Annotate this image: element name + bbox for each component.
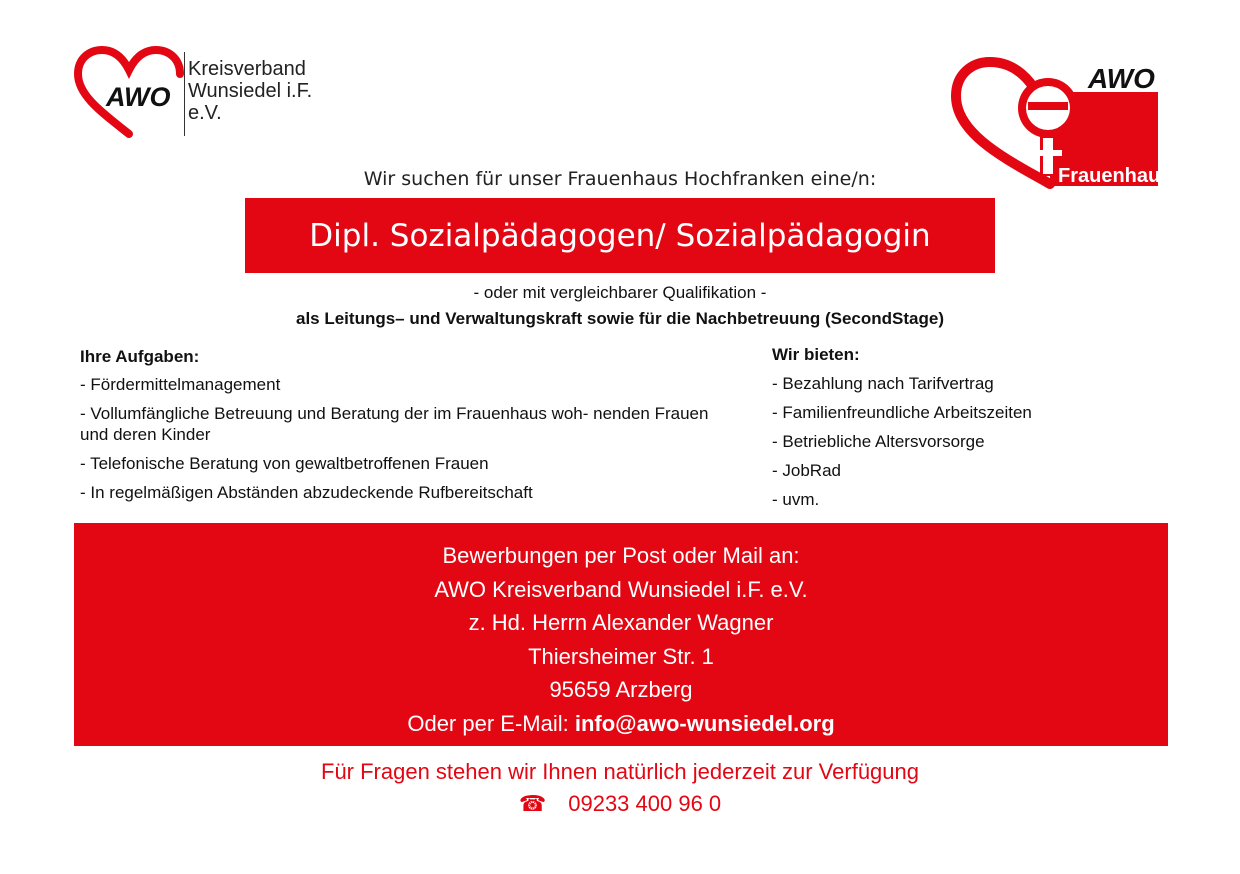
svg-text:AWO: AWO [106, 82, 171, 112]
offer-item: - Bezahlung nach Tarifvertrag [772, 374, 994, 393]
contact-intro: Bewerbungen per Post oder Mail an: [442, 543, 800, 568]
offer-item: - JobRad [772, 461, 841, 480]
contact-city: 95659 Arzberg [549, 677, 693, 702]
awo-heart-icon [74, 48, 184, 140]
offer-item: - Familienfreundliche Arbeitszeiten [772, 403, 1032, 422]
contact-email-line [74, 707, 1168, 741]
tasks-section [80, 346, 720, 511]
role-description: als Leitungs– und Verwaltungskraft sowie für die Nachbetreuung (SecondStage) [295, 309, 944, 328]
questions-note: Für Fragen stehen wir Ihnen natürlich jederzeit zur Verfügung [321, 759, 919, 784]
task-item: - Fördermittelmanagement [80, 375, 281, 394]
offers-section [772, 344, 1172, 518]
logo-divider [184, 52, 185, 136]
telephone-icon: ☎ [518, 791, 547, 816]
phone-line [0, 791, 1240, 817]
frauenhaus-label: Frauenhaus [1058, 165, 1172, 187]
task-item: - Vollumfängliche Betreuung und Beratung der im Frauenhaus woh- nenden Frauen und deren Kinder [80, 404, 709, 444]
task-item: - In regelmäßigen Abständen abzudeckende Rufbereitschaft [80, 483, 533, 502]
offer-item: - uvm. [772, 490, 820, 509]
email-prefix: Oder per E-Mail: [407, 710, 575, 736]
job-title-banner [245, 198, 995, 273]
phone-number[interactable]: 09233 400 96 0 [568, 791, 722, 816]
tasks-heading: Ihre Aufgaben: [80, 347, 200, 366]
email-link[interactable]: info@awo-wunsiedel.org [574, 710, 835, 736]
contact-organization: AWO Kreisverband Wunsiedel i.F. e.V. [434, 576, 808, 602]
contact-person: z. Hd. Herrn Alexander Wagner [468, 610, 774, 635]
intro-text: Wir suchen für unser Frauenhaus Hochfranken eine/n: [363, 168, 877, 190]
kreisverband-line: Kreisverband [188, 58, 306, 80]
job-title: Dipl. Sozialpädagogen/ Sozialpädagogin [309, 217, 931, 254]
offers-heading: Wir bieten: [772, 345, 860, 364]
kreisverband-line: e.V. [188, 102, 222, 124]
qualification-note: - oder mit vergleichbarer Qualifikation - [473, 283, 767, 302]
offer-item: - Betriebliche Altersvorsorge [772, 432, 985, 451]
task-item: - Telefonische Beratung von gewaltbetroffenen Frauen [80, 454, 489, 473]
kreisverband-line: Wunsiedel i.F. [188, 80, 313, 102]
application-contact-box [74, 523, 1168, 746]
awo-frauenhaus-brand: AWO [1088, 63, 1155, 94]
kreisverband-name [188, 58, 312, 124]
contact-street: Thiersheimer Str. 1 [528, 643, 714, 669]
awo-kreisverband-logo [74, 48, 334, 140]
